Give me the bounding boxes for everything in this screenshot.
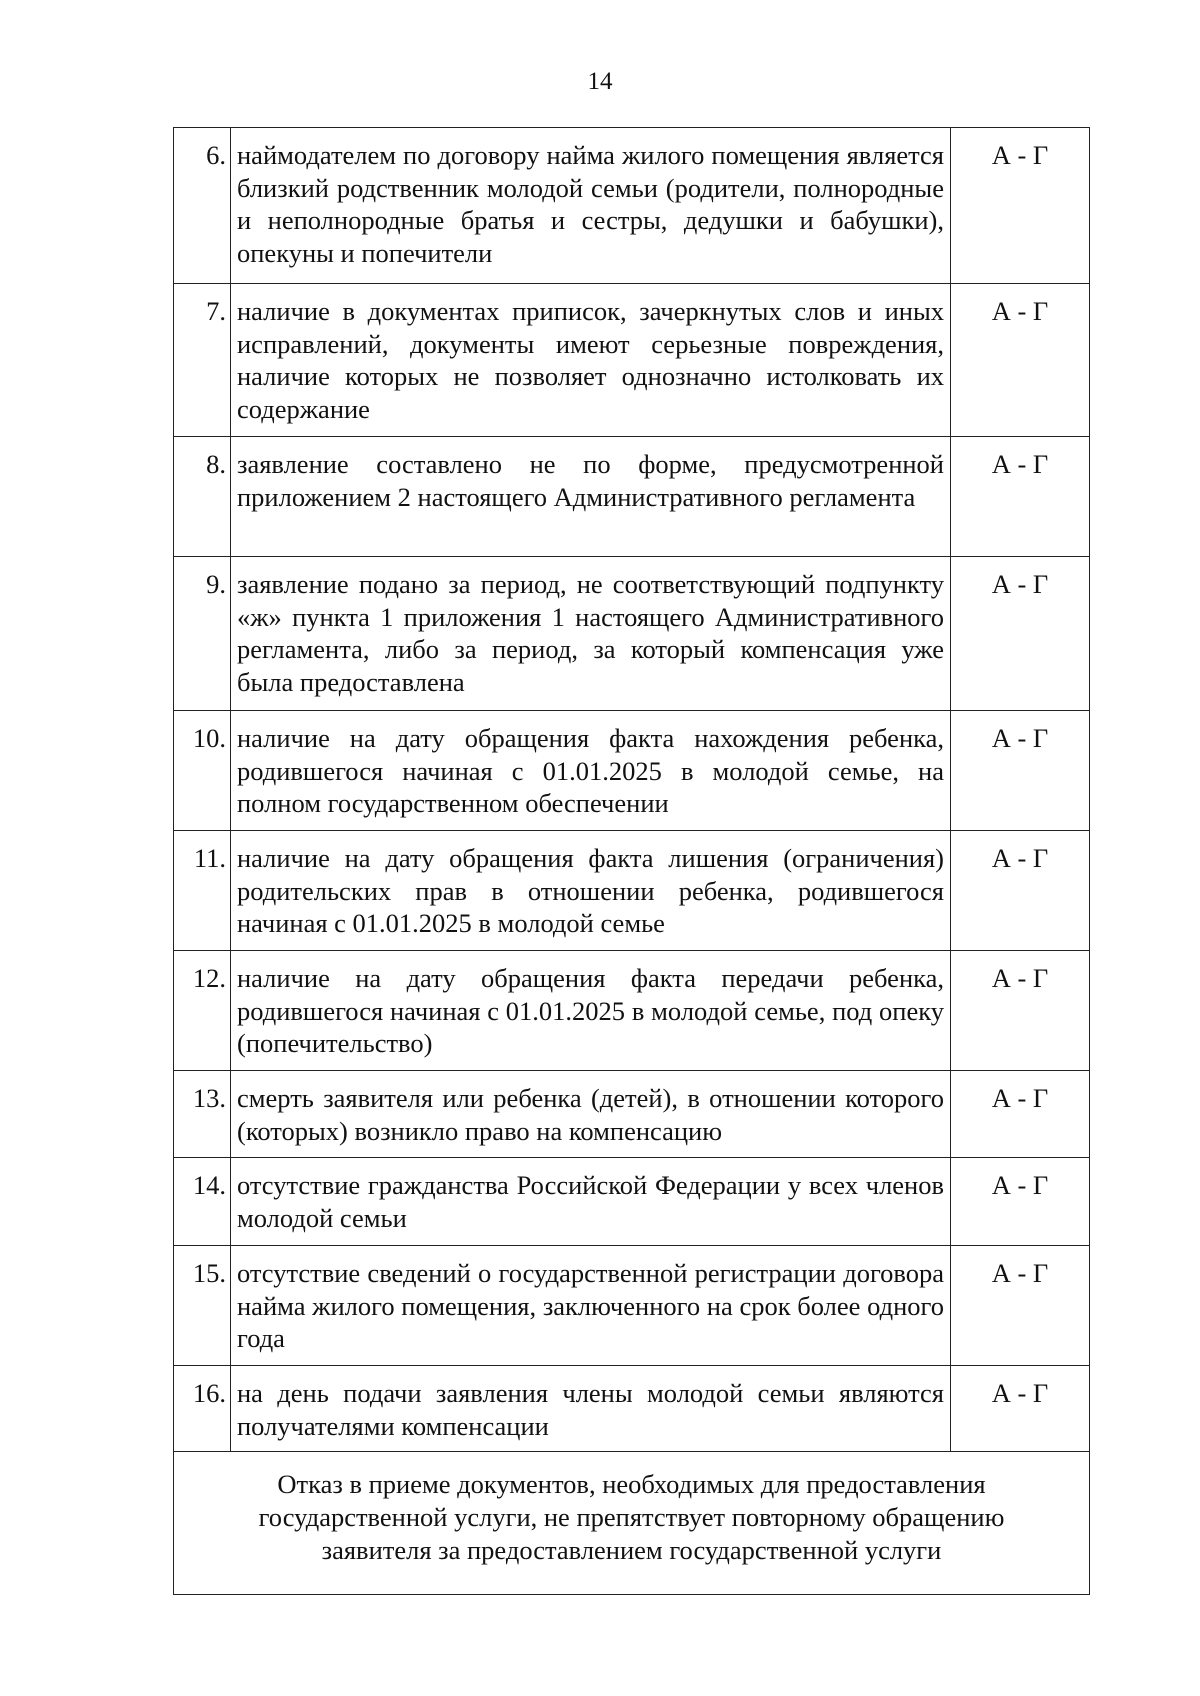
row-number: 9. — [174, 557, 231, 711]
table-row — [174, 1246, 1090, 1366]
table-row — [174, 1158, 1090, 1246]
row-number: 8. — [174, 437, 231, 557]
row-number: 15. — [174, 1246, 231, 1366]
table-row — [174, 711, 1090, 831]
row-code: А - Г — [951, 1246, 1090, 1366]
row-number: 10. — [174, 711, 231, 831]
row-description: наймодателем по договору найма жилого помещения является близкий родственник молодой семьи (родители, полнородные и неполнородные братья и сестры, дедушки и бабушки), опекуны и попечители — [231, 128, 951, 284]
row-number: 14. — [174, 1158, 231, 1246]
row-description: отсутствие гражданства Российской Федерации у всех членов молодой семьи — [231, 1158, 951, 1246]
table-row — [174, 951, 1090, 1071]
table-row — [174, 557, 1090, 711]
table-row — [174, 1452, 1090, 1595]
row-code: А - Г — [951, 1071, 1090, 1158]
row-code: А - Г — [951, 128, 1090, 284]
row-number: 7. — [174, 284, 231, 437]
row-description: на день подачи заявления члены молодой семьи являются получателями компенсации — [231, 1366, 951, 1452]
row-number: 13. — [174, 1071, 231, 1158]
table-row — [174, 128, 1090, 284]
table-row — [174, 831, 1090, 951]
table-row — [174, 1071, 1090, 1158]
page-number: 14 — [587, 68, 613, 95]
row-code: А - Г — [951, 1158, 1090, 1246]
row-code: А - Г — [951, 557, 1090, 711]
row-number: 16. — [174, 1366, 231, 1452]
table-row — [174, 437, 1090, 557]
row-code: А - Г — [951, 831, 1090, 951]
row-description: заявление подано за период, не соответствующий подпункту «ж» пункта 1 приложения 1 настоящего Административного регламента, либо за период, за который компенсация уже была предоставлена — [231, 557, 951, 711]
row-description: смерть заявителя или ребенка (детей), в отношении которого (которых) возникло право на компенсацию — [231, 1071, 951, 1158]
row-code: А - Г — [951, 711, 1090, 831]
row-code: А - Г — [951, 437, 1090, 557]
row-description: отсутствие сведений о государственной регистрации договора найма жилого помещения, заключенного на срок более одного года — [231, 1246, 951, 1366]
row-code: А - Г — [951, 1366, 1090, 1452]
row-code: А - Г — [951, 951, 1090, 1071]
table-row — [174, 284, 1090, 437]
row-description: наличие на дату обращения факта лишения (ограничения) родительских прав в отношении ребенка, родившегося начиная с 01.01.2025 в молодой семье — [231, 831, 951, 951]
row-description: наличие в документах приписок, зачеркнутых слов и иных исправлений, документы имеют серьезные повреждения, наличие которых не позволяет однозначно истолковать их содержание — [231, 284, 951, 437]
row-code: А - Г — [951, 284, 1090, 437]
row-number: 6. — [174, 128, 231, 284]
refusal-grounds-table — [173, 127, 1090, 1595]
row-number: 12. — [174, 951, 231, 1071]
refusal-note: Отказ в приеме документов, необходимых для предоставления государственной услуги, не препятствует повторному обращению заявителя за предоставлением государственной услуги — [174, 1452, 1090, 1595]
row-description: наличие на дату обращения факта нахождения ребенка, родившегося начиная с 01.01.2025 в молодой семье, на полном государственном обеспечении — [231, 711, 951, 831]
row-description: заявление составлено не по форме, предусмотренной приложением 2 настоящего Административного регламента — [231, 437, 951, 557]
row-number: 11. — [174, 831, 231, 951]
row-description: наличие на дату обращения факта передачи ребенка, родившегося начиная с 01.01.2025 в молодой семье, под опеку (попечительство) — [231, 951, 951, 1071]
table-row — [174, 1366, 1090, 1452]
